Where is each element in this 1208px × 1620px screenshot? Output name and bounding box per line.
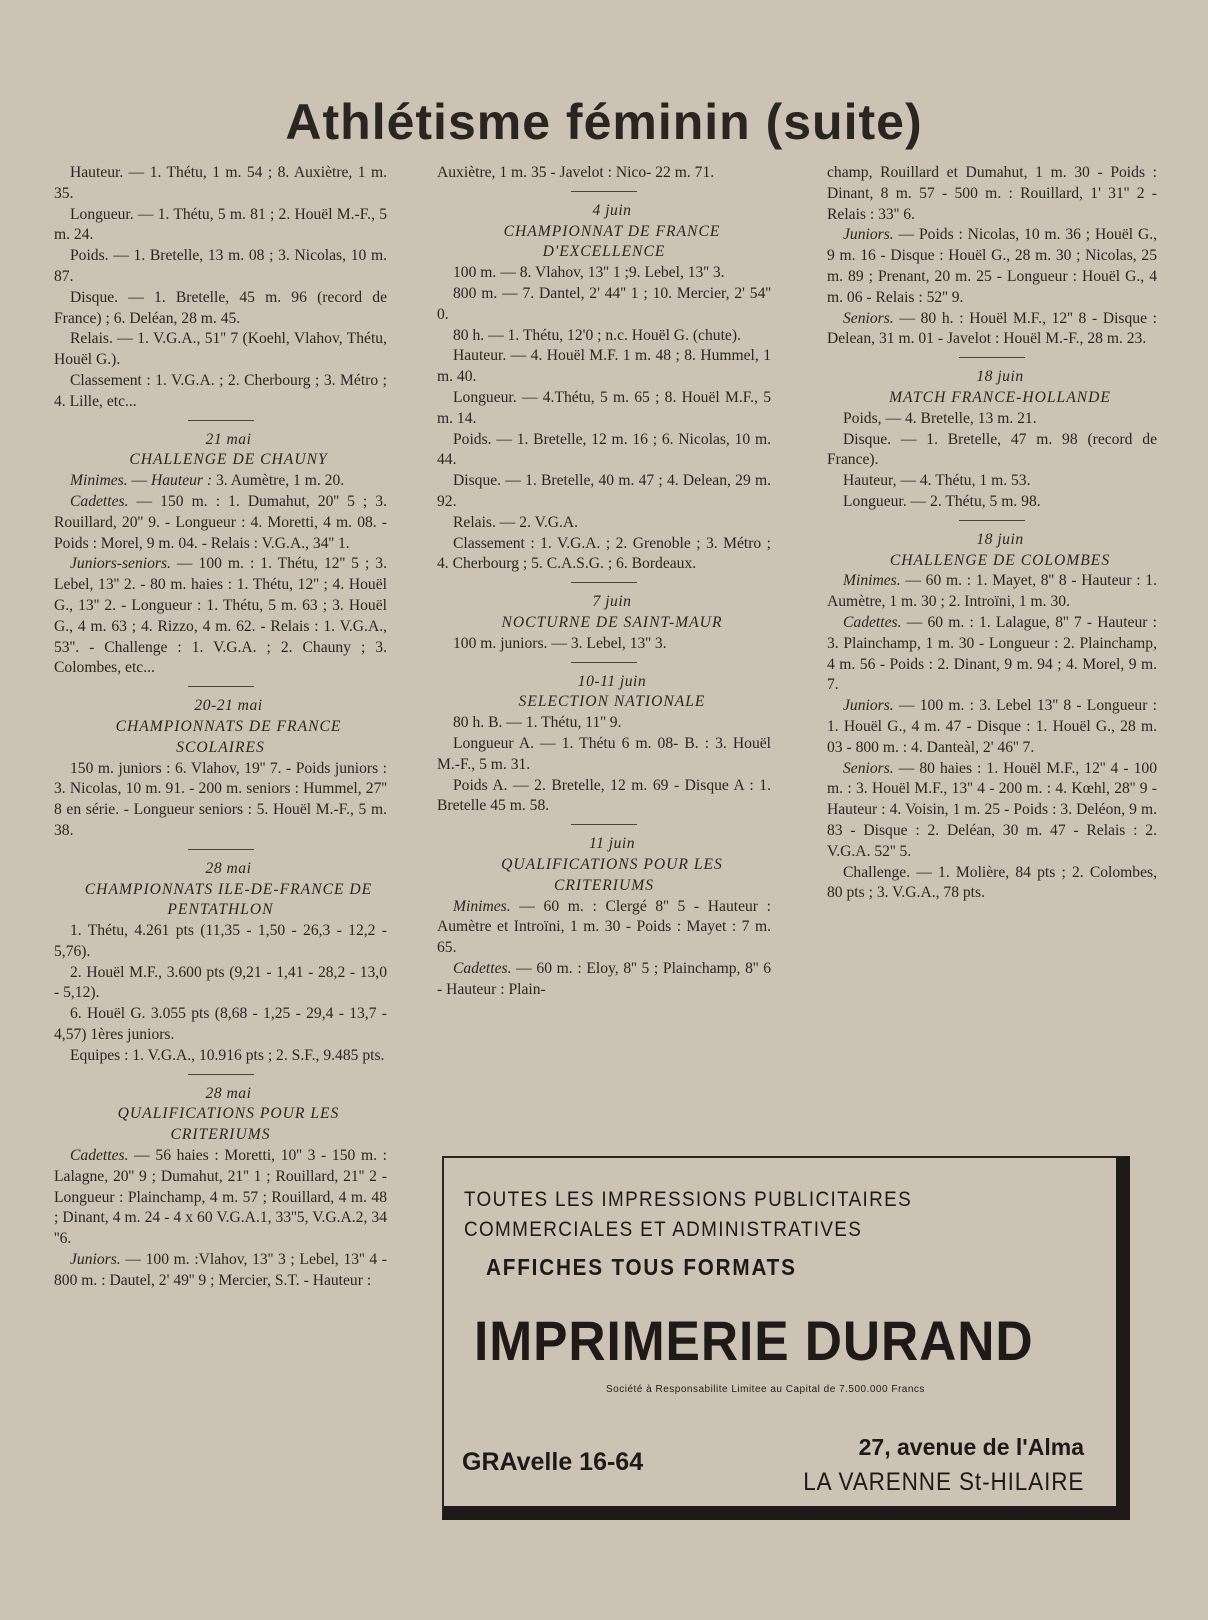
divider	[571, 191, 637, 192]
section-heading: CHALLENGE DE CHAUNY	[129, 451, 328, 469]
paragraph: Relais. — 1. V.G.A., 51'' 7 (Koehl, Vlahov, Thétu, Houël G.).	[54, 330, 387, 369]
paragraph: 80 h. — 1. Thétu, 12'0 ; n.c. Houël G. (chute).	[453, 326, 741, 344]
section-date: 4 juin	[592, 201, 632, 219]
paragraph: 2. Houël M.F., 3.600 pts (9,21 - 1,41 - 28,2 - 13,0 - 5,12).	[54, 963, 387, 1002]
paragraph: champ, Rouillard et Dumahut, 1 m. 30 - Poids : Dinant, 8 m. 57 - 500 m. : Rouillard, 1' 31'' 2 - Relais : 33'' 6.	[827, 164, 1157, 223]
paragraph	[827, 309, 1157, 351]
category-label: Seniors.	[843, 309, 894, 327]
paragraph: Hauteur. — 4. Houël M.F. 1 m. 48 ; 8. Hummel, 1 m. 40.	[437, 347, 771, 386]
category-label: Cadettes.	[70, 492, 129, 510]
section-date: 28 mai	[205, 859, 252, 877]
paragraph	[54, 1250, 387, 1292]
paragraph-text: — 60 m. : 1. Lalague, 8'' 7 - Hauteur : 3. Plainchamp, 1 m. 30 - Longueur : 2. Plainchamp, 4 m. 56 - Poids : 2. Dinant, 9 m. 94 ; 4. Morel, 9 m. 7.	[827, 613, 1157, 694]
paragraph	[827, 759, 1157, 863]
paragraph	[827, 225, 1157, 308]
section-heading: QUALIFICATIONS POUR LES CRITERIUMS	[501, 855, 723, 894]
paragraph: Longueur. — 4.Thétu, 5 m. 65 ; 8. Houël M.F., 5 m. 14.	[437, 388, 771, 427]
paragraph	[54, 554, 387, 679]
ad-line: COMMERCIALES ET ADMINISTRATIVES	[464, 1218, 863, 1241]
paragraph	[827, 696, 1157, 758]
paragraph: Disque. — 1. Bretelle, 40 m. 47 ; 4. Delean, 29 m. 92.	[437, 472, 771, 510]
section-heading: CHAMPIONNATS ILE-DE-FRANCE DE PENTATHLON	[84, 880, 373, 919]
paragraph: Longueur A. — 1. Thétu 6 m. 08- B. : 3. Houël M.-F., 5 m. 31.	[437, 734, 771, 773]
category-label: Cadettes.	[70, 1147, 129, 1165]
paragraph-text: — 80 h. : Houël M.F., 12'' 8 - Disque : Delean, 31 m. 01 - Javelot : Houël M.-F., 28 m. 23.	[827, 309, 1157, 348]
section-heading: MATCH FRANCE-HOLLANDE	[889, 388, 1111, 406]
divider	[188, 686, 254, 687]
section-date: 11 juin	[588, 835, 636, 853]
paragraph: Equipes : 1. V.G.A., 10.916 pts ; 2. S.F., 9.485 pts.	[70, 1046, 385, 1064]
section-heading: QUALIFICATIONS POUR LES CRITERIUMS	[117, 1105, 340, 1144]
paragraph-text: — 150 m. : 1. Dumahut, 20'' 5 ; 3. Rouillard, 20'' 9. - Longueur : 4. Moretti, 4 m. 08. - Poids : Morel, 9 m. 04. - Relais : V.G.A., 34'' 1.	[54, 492, 387, 552]
paragraph: Poids, — 4. Bretelle, 13 m. 21.	[843, 409, 1037, 427]
column-3	[827, 163, 1157, 904]
ad-legal-notice: Société à Responsabilite Limitee au Capital de 7.500.000 Francs	[606, 1384, 925, 1395]
divider	[571, 824, 637, 825]
ad-line: AFFICHES TOUS FORMATS	[486, 1254, 797, 1280]
paragraph-text: — 100 m. : 1. Thétu, 12'' 5 ; 3. Lebel, 13'' 2. - 80 m. haies : 1. Thétu, 12'' ; 4. Houël G., 13'' 2. - Longueur : 1. Thétu, 5 m. 63 ; 3. Houël G., 4 m. 63 ; 4. Rizzo, 4 m. 62. - Relais : 1. V.G.A., 53''. - Challenge : 1. V.G.A. ; 2. Chauny ; 3. Colombes, etc...	[54, 555, 387, 677]
paragraph: Poids. — 1. Bretelle, 12 m. 16 ; 6. Nicolas, 10 m. 44.	[437, 430, 771, 469]
paragraph-text: —	[127, 472, 151, 490]
category-label: Seniors.	[843, 759, 894, 777]
section-date: 28 mai	[205, 1084, 252, 1102]
category-label: Juniors.	[843, 697, 894, 715]
paragraph	[54, 492, 387, 554]
section-heading: CHALLENGE DE COLOMBES	[889, 551, 1111, 569]
paragraph-text: — 60 m. : Eloy, 8'' 5 ; Plainchamp, 8'' 6 - Hauteur : Plain-	[437, 959, 771, 998]
paragraph-text: — 100 m. :Vlahov, 13'' 3 ; Lebel, 13'' 4 - 800 m. : Dautel, 2' 49'' 9 ; Mercier, S.T. - Hauteur :	[54, 1251, 387, 1289]
ad-line: TOUTES LES IMPRESSIONS PUBLICITAIRES	[464, 1188, 913, 1211]
category-label: Juniors-seniors.	[70, 555, 171, 573]
divider	[571, 662, 637, 663]
section-date: 18 juin	[976, 368, 1024, 386]
section-date: 10-11 juin	[577, 672, 647, 690]
section-heading: CHAMPIONNATS DE FRANCE SCOLAIRES	[115, 717, 342, 756]
divider	[188, 420, 254, 421]
paragraph: Disque. — 1. Bretelle, 45 m. 96 (record de France) ; 6. Deléan, 28 m. 45.	[54, 288, 387, 327]
paragraph: Longueur. — 1. Thétu, 5 m. 81 ; 2. Houël M.-F., 5 m. 24.	[54, 205, 387, 244]
ad-address-street: 27, avenue de l'Alma	[858, 1434, 1084, 1460]
category-label: Juniors.	[843, 226, 894, 244]
paragraph-text: 3. Aumètre, 1 m. 20.	[212, 472, 345, 490]
paragraph	[54, 471, 387, 492]
column-1	[54, 163, 387, 1292]
divider	[571, 582, 637, 583]
paragraph: Longueur. — 2. Thétu, 5 m. 98.	[843, 492, 1041, 510]
paragraph: 80 h. B. — 1. Thétu, 11'' 9.	[453, 714, 622, 732]
category-label: Cadettes.	[453, 959, 512, 977]
divider	[188, 849, 254, 850]
paragraph-text: — 60 m. : 1. Mayet, 8'' 8 - Hauteur : 1. Aumètre, 1 m. 30 ; 2. Introïni, 1 m. 30.	[827, 572, 1157, 611]
paragraph: Hauteur. — 1. Thétu, 1 m. 54 ; 8. Auxiètre, 1 m. 35.	[54, 164, 387, 202]
paragraph: Relais. — 2. V.G.A.	[453, 513, 579, 531]
paragraph: Classement : 1. V.G.A. ; 2. Cherbourg ; 3. Métro ; 4. Lille, etc...	[54, 371, 387, 410]
paragraph: Disque. — 1. Bretelle, 47 m. 98 (record de France).	[827, 430, 1157, 469]
ad-brand: IMPRIMERIE DURAND	[474, 1309, 1034, 1372]
section-date: 7 juin	[592, 593, 632, 611]
category-label: Juniors.	[70, 1251, 121, 1269]
paragraph: 150 m. juniors : 6. Vlahov, 19'' 7. - Poids juniors : 3. Nicolas, 10 m. 91. - 200 m. seniors : Hummel, 27'' 8 en série. - Longueur seniors : 5. Houël M.-F., 5 m. 38.	[54, 759, 387, 839]
ad-address-city: LA VARENNE St-HILAIRE	[802, 1468, 1084, 1496]
section-heading: NOCTURNE DE SAINT-MAUR	[501, 613, 723, 631]
paragraph: Hauteur, — 4. Thétu, 1 m. 53.	[843, 472, 1031, 490]
category-label: Minimes.	[70, 472, 128, 490]
section-date: 20-21 mai	[194, 697, 263, 715]
paragraph: Poids. — 1. Bretelle, 13 m. 08 ; 3. Nicolas, 10 m. 87.	[54, 247, 387, 285]
paragraph-text: — Poids : Nicolas, 10 m. 36 ; Houël G., 9 m. 16 - Disque : Houël G., 28 m. 30 ; Nicolas, 25 m. 89 ; Prenant, 20 m. 25 - Longueur : Houël G., 4 m. 06 - Relais : 52'' 9.	[827, 226, 1157, 306]
paragraph-text: — 100 m. : 3. Lebel 13'' 8 - Longueur : 1. Houël G., 4 m. 47 - Disque : 1. Houël G., 28 m. 03 - 800 m. : 4. Danteàl, 2' 46'' 7.	[827, 697, 1157, 756]
divider	[188, 1074, 254, 1075]
paragraph: 100 m. — 8. Vlahov, 13'' 1 ;9. Lebel, 13'' 3.	[453, 264, 725, 282]
section-heading: CHAMPIONNAT DE FRANCE D'EXCELLENCE	[503, 222, 721, 261]
category-label: Cadettes.	[843, 613, 902, 631]
paragraph	[827, 613, 1157, 696]
paragraph: 1. Thétu, 4.261 pts (11,35 - 1,50 - 26,3 - 12,2 - 5,76).	[54, 922, 387, 960]
category-label: Minimes.	[453, 897, 511, 915]
paragraph: Classement : 1. V.G.A. ; 2. Grenoble ; 3. Métro ; 4. Cherbourg ; 5. C.A.S.G. ; 6. Bordeaux.	[437, 534, 771, 573]
section-heading: SELECTION NATIONALE	[518, 693, 706, 711]
paragraph-text: — 80 haies : 1. Houël M.F., 12'' 4 - 100 m. : 3. Houël M.F., 13'' 4 - 200 m. : 4. Kœhl, 28'' 9 - Hauteur : 4. Voisin, 1 m. 25 - Poids : 3. Deléon, 9 m. 83 - Disque : 2. Deléan, 30 m. 47 - Relais : 2. V.G.A. 52'' 5.	[827, 759, 1157, 860]
divider	[959, 520, 1025, 521]
advertisement-box	[442, 1156, 1130, 1520]
paragraph: Poids A. — 2. Bretelle, 12 m. 69 - Disque A : 1. Bretelle 45 m. 58.	[437, 776, 771, 815]
category-label: Minimes.	[843, 572, 901, 590]
paragraph	[437, 897, 771, 959]
paragraph	[437, 959, 771, 1001]
section-date: 21 mai	[205, 430, 252, 448]
paragraph: 6. Houël G. 3.055 pts (8,68 - 1,25 - 29,4 - 13,7 - 4,57) 1ères juniors.	[54, 1005, 387, 1044]
paragraph: Challenge. — 1. Molière, 84 pts ; 2. Colombes, 80 pts ; 3. V.G.A., 78 pts.	[827, 863, 1157, 902]
page-title: Athlétisme féminin (suite)	[285, 94, 923, 150]
section-date: 18 juin	[976, 530, 1024, 548]
paragraph	[54, 1146, 387, 1250]
ad-phone: GRAvelle 16-64	[462, 1448, 644, 1476]
paragraph: 800 m. — 7. Dantel, 2' 44'' 1 ; 10. Mercier, 2' 54'' 0.	[437, 284, 771, 323]
paragraph: Auxiètre, 1 m. 35 - Javelot : Nico- 22 m. 71.	[437, 164, 715, 181]
paragraph-text: — 56 haies : Moretti, 10'' 3 - 150 m. : Lalagne, 20'' 9 ; Dumahut, 21'' 1 ; Rouillard, 21'' 2 - Longueur : Plainchamp, 4 m. 57 ; Rouillard, 4 m. 48 ; Dinant, 4 m. 24 - 4 x 60 V.G.A.1, 33''5, V.G.A.2, 34 ''6.	[54, 1147, 387, 1248]
divider	[959, 357, 1025, 358]
event-label: Hauteur :	[151, 472, 213, 490]
paragraph	[827, 571, 1157, 613]
paragraph-text: — 60 m. : Clergé 8'' 5 - Hauteur : Aumètre et Introïni, 1 m. 30 - Poids : Mayet : 7 m. 65.	[437, 897, 771, 957]
column-2	[437, 163, 771, 1000]
paragraph: 100 m. juniors. — 3. Lebel, 13'' 3.	[453, 634, 667, 652]
